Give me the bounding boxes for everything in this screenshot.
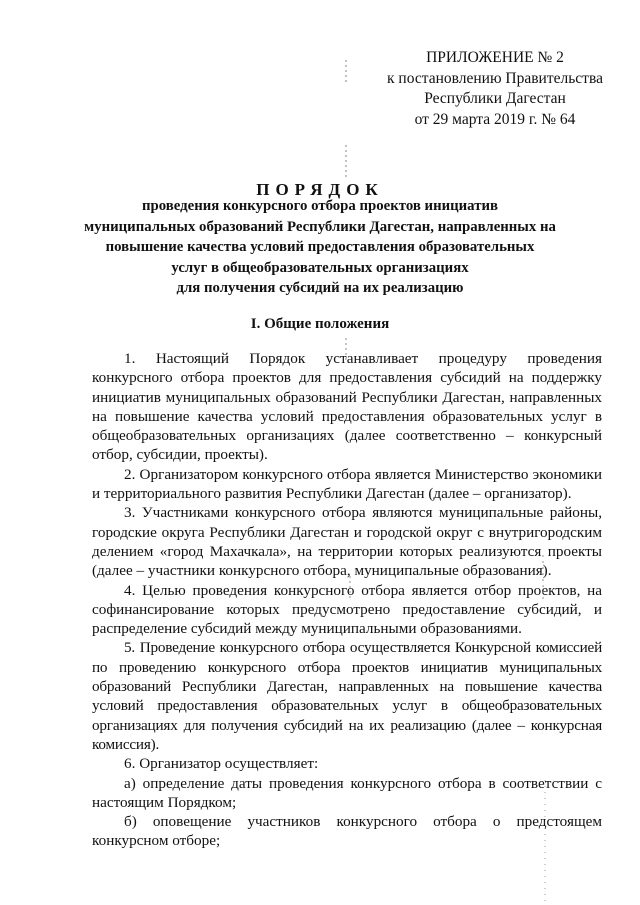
paragraph: 6. Организатор осуществляет: — [124, 755, 319, 773]
paragraph: 5. Проведение конкурсного отбора осуществляется Конкурсной комиссией по проведению конкурсного отбора проектов инициатив муниципальных образований Республики Дагестан, направленных на повышение качества условий предоставления образовательных услуг в общеобразовательных организациях для получения субсидий на их реализацию (далее – конкурсная комиссия). — [92, 639, 602, 753]
document-title: ПОРЯДОК — [256, 180, 384, 199]
document-body — [92, 349, 602, 851]
annex-number: ПРИЛОЖЕНИЕ № 2 — [426, 49, 564, 66]
subtitle-line: муниципальных образований Республики Дагестан, направленных на — [84, 218, 556, 235]
paragraph: 4. Целью проведения конкурсного отбора является отбор проектов, на софинансирование которых предусмотрено предоставление субсидий, и распределение субсидий между муниципальными образованиями. — [92, 581, 602, 638]
paragraph: а) определение даты проведения конкурсного отбора в соответствии с настоящим Порядком; — [92, 774, 602, 811]
subtitle-line: повышение качества условий предоставления образовательных — [105, 239, 535, 255]
annex-reference: к постановлению Правительства — [387, 69, 603, 87]
annex-block — [380, 48, 610, 130]
paragraph: 3. Участниками конкурсного отбора являются муниципальные районы, городские округа Республики Дагестан и городской округ с внутригородским делением «город Махачкала», на территории которых реализуются проекты (далее – участники конкурсного отбора, муниципальные образования). — [92, 504, 602, 580]
subtitle-line: для получения субсидий на их реализацию — [176, 280, 464, 296]
paragraph: 1. Настоящий Порядок устанавливает процедуру проведения конкурсного отбора проектов для предоставления субсидий на поддержку инициатив муниципальных образований Республики Дагестан, направленных на повышение качества условий предоставления образовательных услуг в общеобразовательных организациях (далее соответственно – конкурсный отбор, субсидии, проекты). — [92, 350, 602, 464]
document-subtitle — [60, 196, 580, 299]
subtitle-line: услуг в общеобразовательных организациях — [171, 259, 469, 276]
annex-date: от 29 марта 2019 г. № 64 — [414, 110, 576, 128]
annex-region: Республики Дагестан — [424, 90, 566, 107]
paragraph: 2. Организатором конкурсного отбора является Министерство экономики и территориального развития Республики Дагестан (далее – организатор). — [92, 465, 602, 503]
paragraph: б) оповещение участников конкурсного отбора о предстоящем конкурсном отборе; — [92, 813, 602, 850]
subtitle-line: проведения конкурсного отбора проектов инициатив — [142, 198, 498, 214]
section-heading: I. Общие положения — [250, 316, 390, 332]
